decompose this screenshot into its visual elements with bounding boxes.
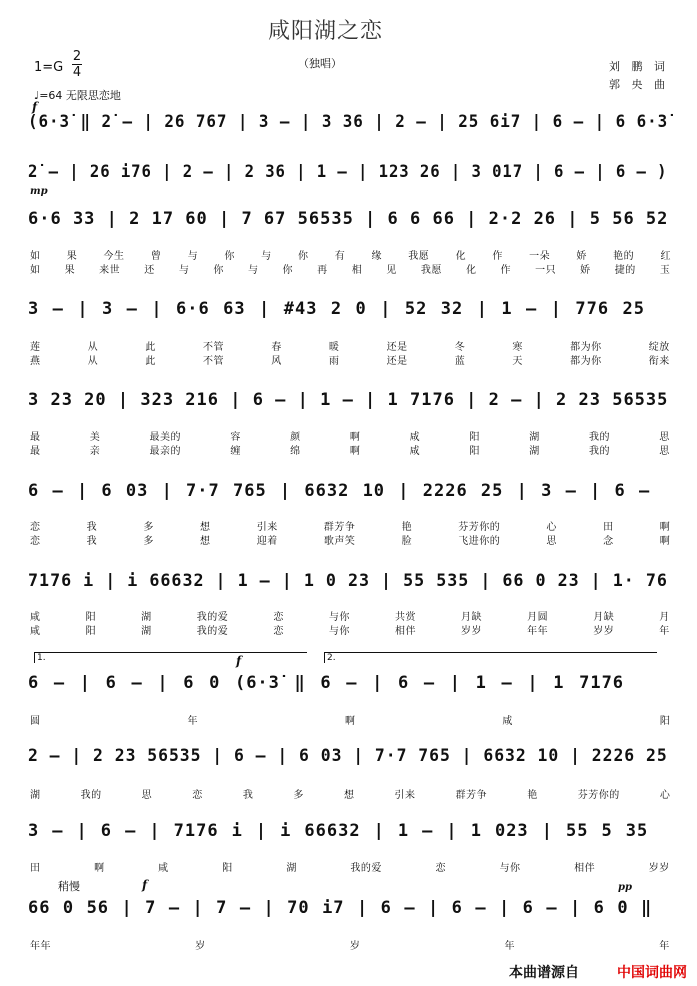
- notation-row-4: 3 – | 3 – | 6·6 63 | #43 2 0 | 52 32 | 1 – | 776 25: [28, 299, 645, 319]
- lyric-row-8: 圆 年 啊 咸 阳: [30, 716, 671, 727]
- lyric-row-11: 年年 岁 岁 年 年: [30, 941, 670, 952]
- lyric-row-6-verse-2: 恋 我 多 想 迎着 歌声笑 脸 飞进你的 思 念 啊: [30, 536, 671, 547]
- notation-row-6: 6 – | 6 03 | 7·7 765 | 6632 10 | 2226 25 | 3 – | 6 –: [28, 481, 651, 501]
- lyric-row-4-verse-1: 莲 从 此 不管 春 暖 还是 冬 寒 都为你 绽放: [30, 342, 670, 353]
- composer-credit: 郭 央 曲: [609, 78, 669, 91]
- lyric-row-5-verse-2: 最 亲 最亲的 缠 绵 啊 咸 阳 湖 我的 思: [30, 446, 670, 457]
- notation-row-3: 6·6 33 | 2 17 60 | 7 67 56535 | 6 6 66 | 2·2 26 | 5 56 52: [28, 209, 669, 229]
- volta-second-ending: 2.: [324, 652, 657, 663]
- dynamic-forte: f: [32, 100, 38, 114]
- footer-source-label: 本曲谱源自: [509, 965, 579, 981]
- notation-row-2: 2̇ – | 26 i76 | 2 – | 2 36 | 1 – | 123 26 | 3 017 | 6 – | 6 – ): [28, 162, 668, 182]
- volta-first-ending: 1.: [34, 652, 307, 663]
- lyric-row-3-verse-2: 如 果 来世 还 与 你 与 你 再 相 见 我愿 化 作 一只 娇 捷的 玉: [30, 265, 671, 276]
- tempo-marking: ♩=64 无限思恋地: [34, 89, 121, 102]
- footer-site-name[interactable]: 中国词曲网: [617, 965, 687, 981]
- lyric-row-4-verse-2: 燕 从 此 不管 风 雨 还是 蓝 天 都为你 衔来: [30, 356, 670, 367]
- dynamic-pianissimo: pp: [618, 882, 632, 893]
- lyric-row-7-verse-2: 咸 阳 湖 我的爱 恋 与你 相伴 岁岁 年年 岁岁 年: [30, 626, 670, 637]
- time-signature: [72, 50, 82, 79]
- notation-row-1: (6·3̇ ‖ 2̇ – | 26 767 | 3 – | 3 36 | 2 – | 25 6i7 | 6 – | 6 6·3̇: [28, 112, 669, 132]
- notation-row-9: 2 – | 2 23 56535 | 6 – | 6 03 | 7·7 765 | 6632 10 | 2226 25: [28, 746, 668, 766]
- notation-row-10: 3 – | 6 – | 7176 i | i 66632 | 1 – | 1 023 | 55 5 35: [28, 821, 649, 841]
- dynamic-mezzo-piano: mp: [30, 186, 48, 197]
- dynamic-forte-2: f: [236, 654, 242, 668]
- notation-row-8: 6 – | 6 – | 6 0 (6·3̇ ‖ 6 – | 6 – | 1 – | 1 7176: [28, 673, 625, 693]
- time-signature-top: 2: [72, 49, 82, 64]
- notation-row-5: 3 23 20 | 323 216 | 6 – | 1 – | 1 7176 | 2 – | 2 23 56535: [28, 390, 669, 410]
- tempo-slower-marking: 稍慢: [58, 880, 80, 893]
- lyric-row-6-verse-1: 恋 我 多 想 引来 群芳争 艳 芬芳你的 心 田 啊: [30, 522, 671, 533]
- key-signature: 1=G: [34, 60, 64, 75]
- lyric-row-5-verse-1: 最 美 最美的 容 颜 啊 咸 阳 湖 我的 思: [30, 432, 670, 443]
- lyric-row-10: 田 啊 咸 阳 湖 我的爱 恋 与你 相伴 岁岁: [30, 863, 670, 874]
- dynamic-forte-3: f: [142, 878, 148, 892]
- lyric-row-9: 湖 我的 思 恋 我 多 想 引来 群芳争 艳 芬芳你的 心: [30, 790, 671, 801]
- song-title: 咸阳湖之恋: [268, 19, 384, 44]
- lyricist-credit: 刘 鹏 词: [609, 60, 669, 73]
- performance-note: （独唱）: [298, 57, 342, 70]
- lyric-row-3-verse-1: 如 果 今生 曾 与 你 与 你 有 缘 我愿 化 作 一朵 娇 艳的 红: [30, 251, 671, 262]
- notation-row-11: 66 0 56 | 7 – | 7 – | 70 i7 | 6 – | 6 – | 6 – | 6 0 ‖: [28, 898, 653, 918]
- lyric-row-7-verse-1: 咸 阳 湖 我的爱 恋 与你 共赏 月缺 月圆 月缺 月: [30, 612, 670, 623]
- time-signature-bottom: 4: [72, 65, 82, 80]
- notation-row-7: 7176 i | i 66632 | 1 – | 1 0 23 | 55 535 | 66 0 23 | 1· 76: [28, 571, 668, 591]
